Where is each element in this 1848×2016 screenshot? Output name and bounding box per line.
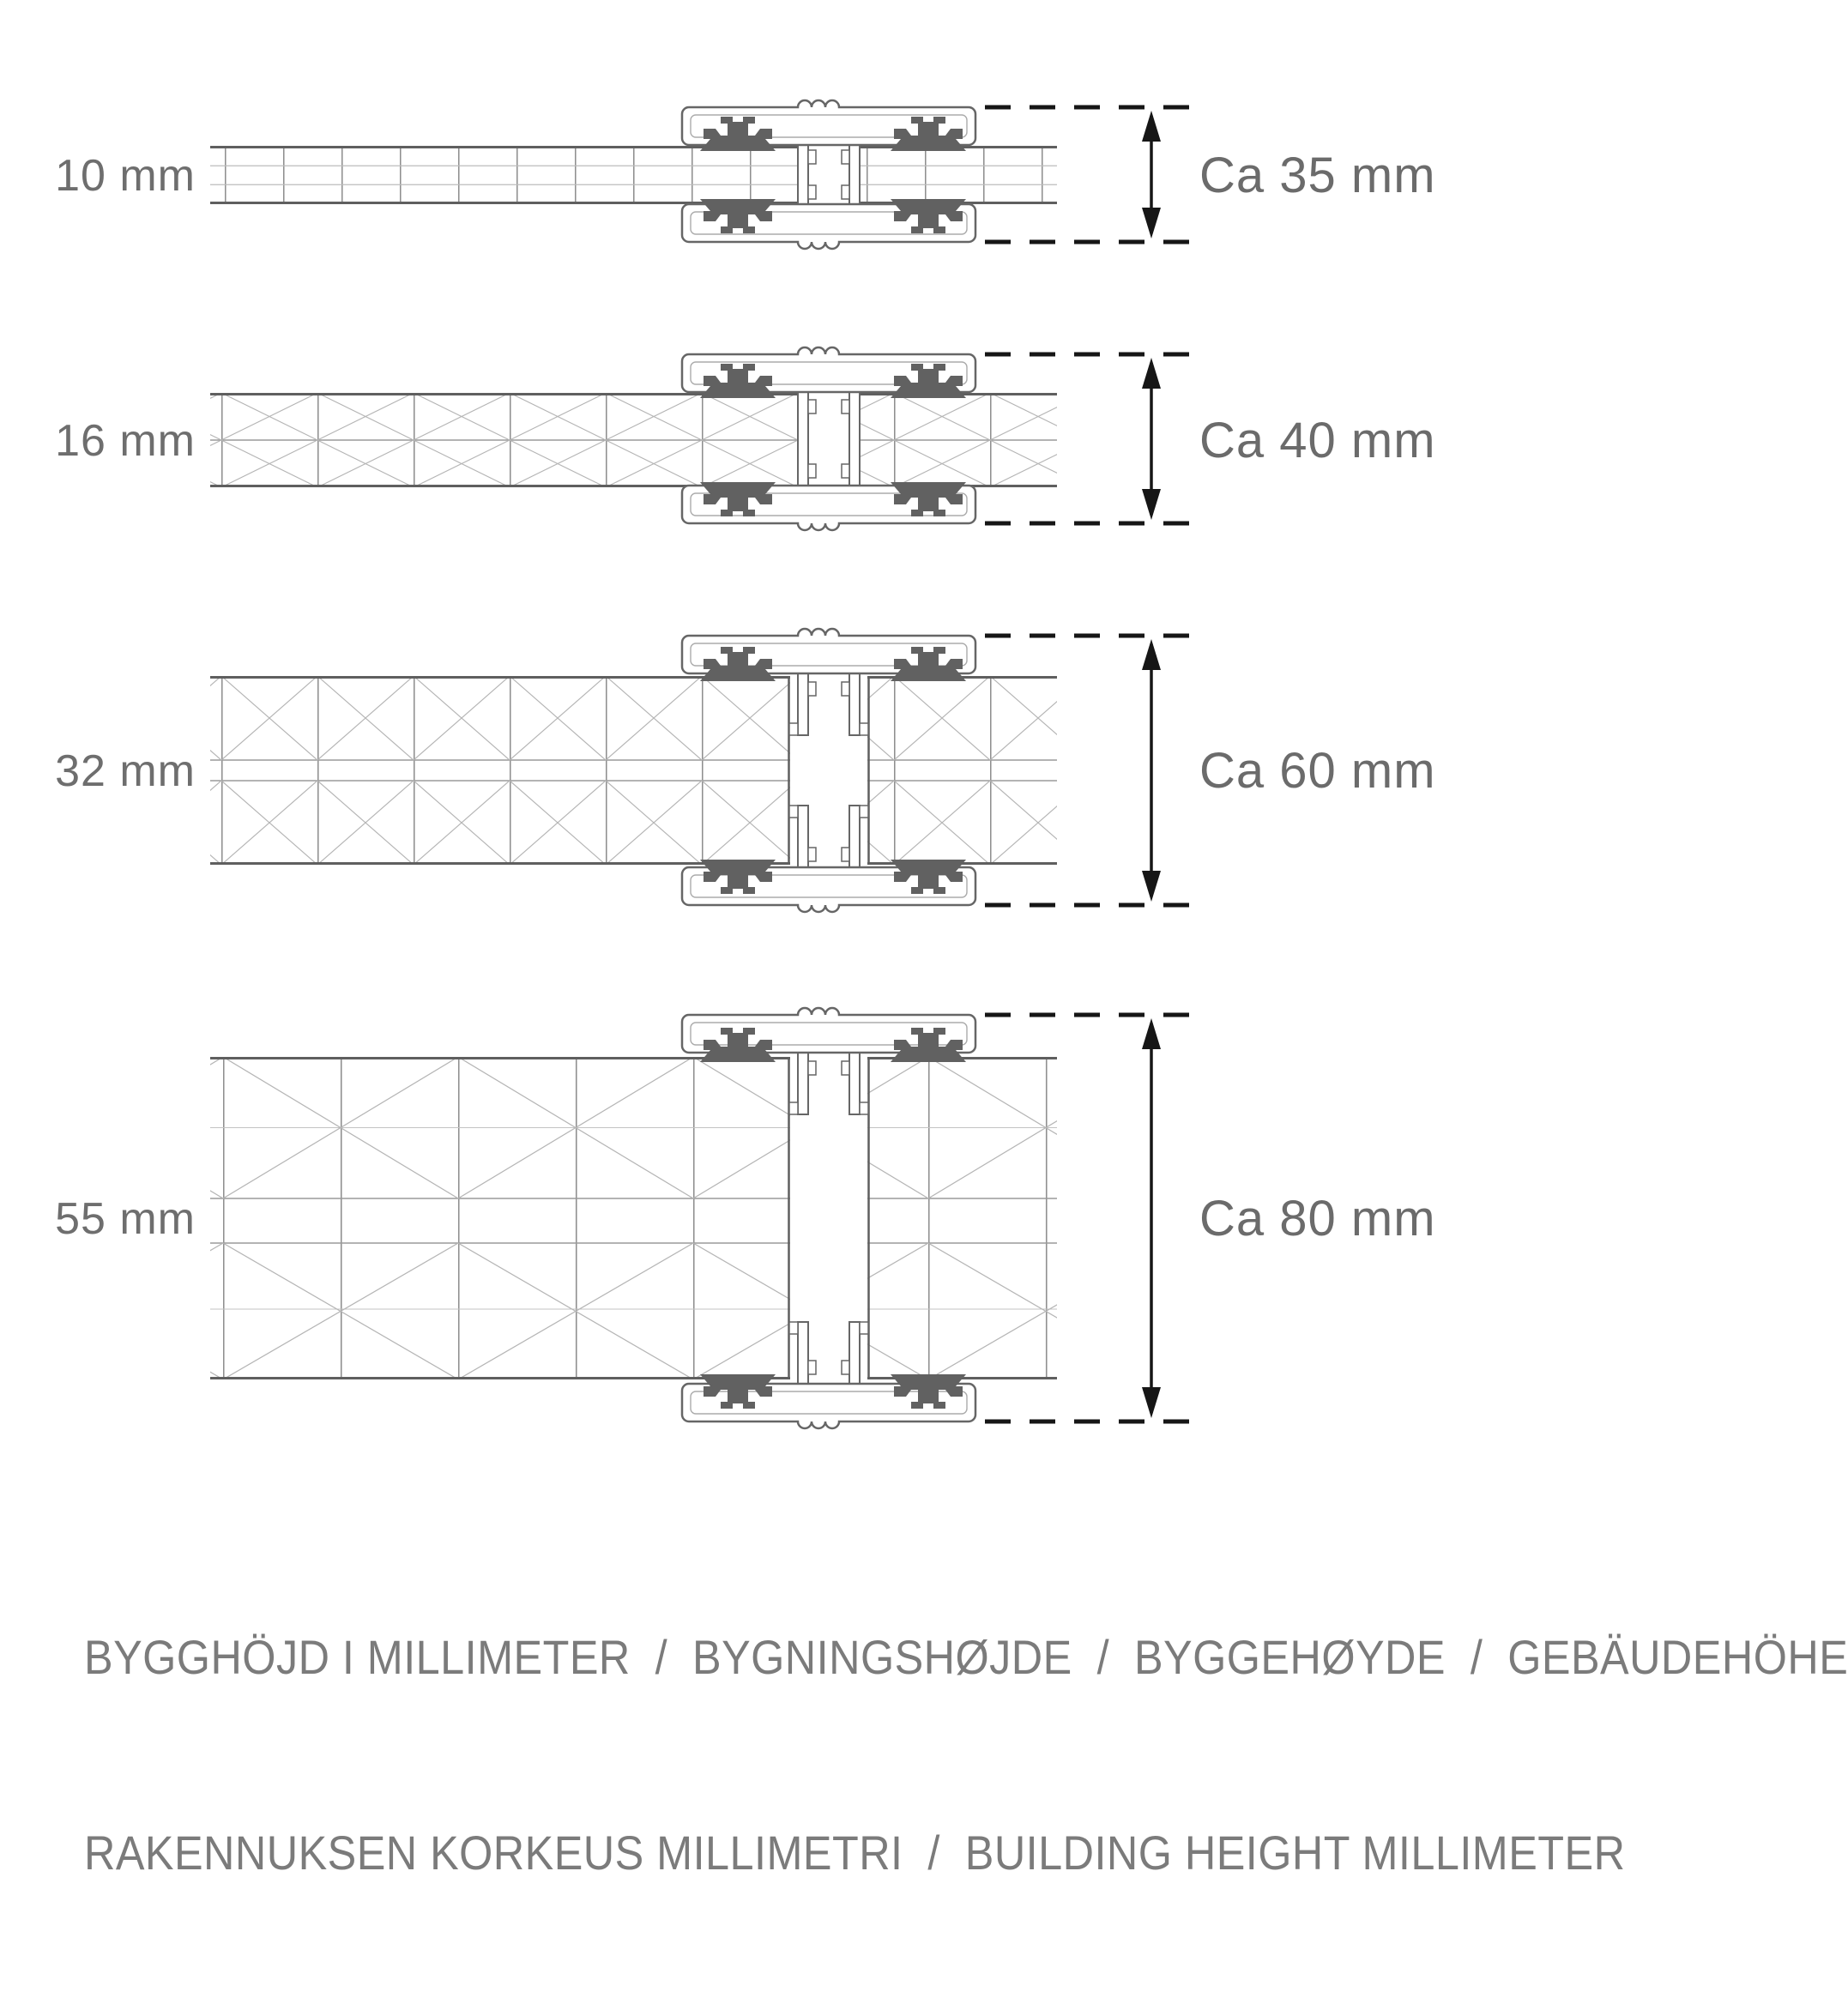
panel-16mm — [210, 393, 1057, 487]
panel-thickness-label: 10 mm — [55, 151, 196, 201]
panel-thickness-label: 55 mm — [55, 1194, 196, 1244]
panel-55mm — [210, 1057, 1057, 1379]
panel-32mm — [210, 676, 1057, 865]
panel-thickness-label: 16 mm — [55, 416, 196, 466]
footer-caption — [84, 1494, 1848, 2016]
footer-line-2: RAKENNUKSEN KORKEUS MILLIMETRI / BUILDING HEIGHT MILLIMETER — [84, 1826, 1626, 1880]
panel-10mm — [210, 146, 1057, 204]
building-height-label: Ca 40 mm — [1199, 413, 1436, 468]
panel-thickness-label: 32 mm — [55, 746, 196, 796]
building-height-label: Ca 35 mm — [1199, 148, 1436, 203]
footer-line-1: BYGGHÖJD I MILLIMETER / BYGNINGSHØJDE / BYGGEHØYDE / GEBÄUDEHÖHE — [84, 1630, 1848, 1684]
building-height-label: Ca 80 mm — [1199, 1191, 1436, 1246]
building-height-label: Ca 60 mm — [1199, 743, 1436, 799]
